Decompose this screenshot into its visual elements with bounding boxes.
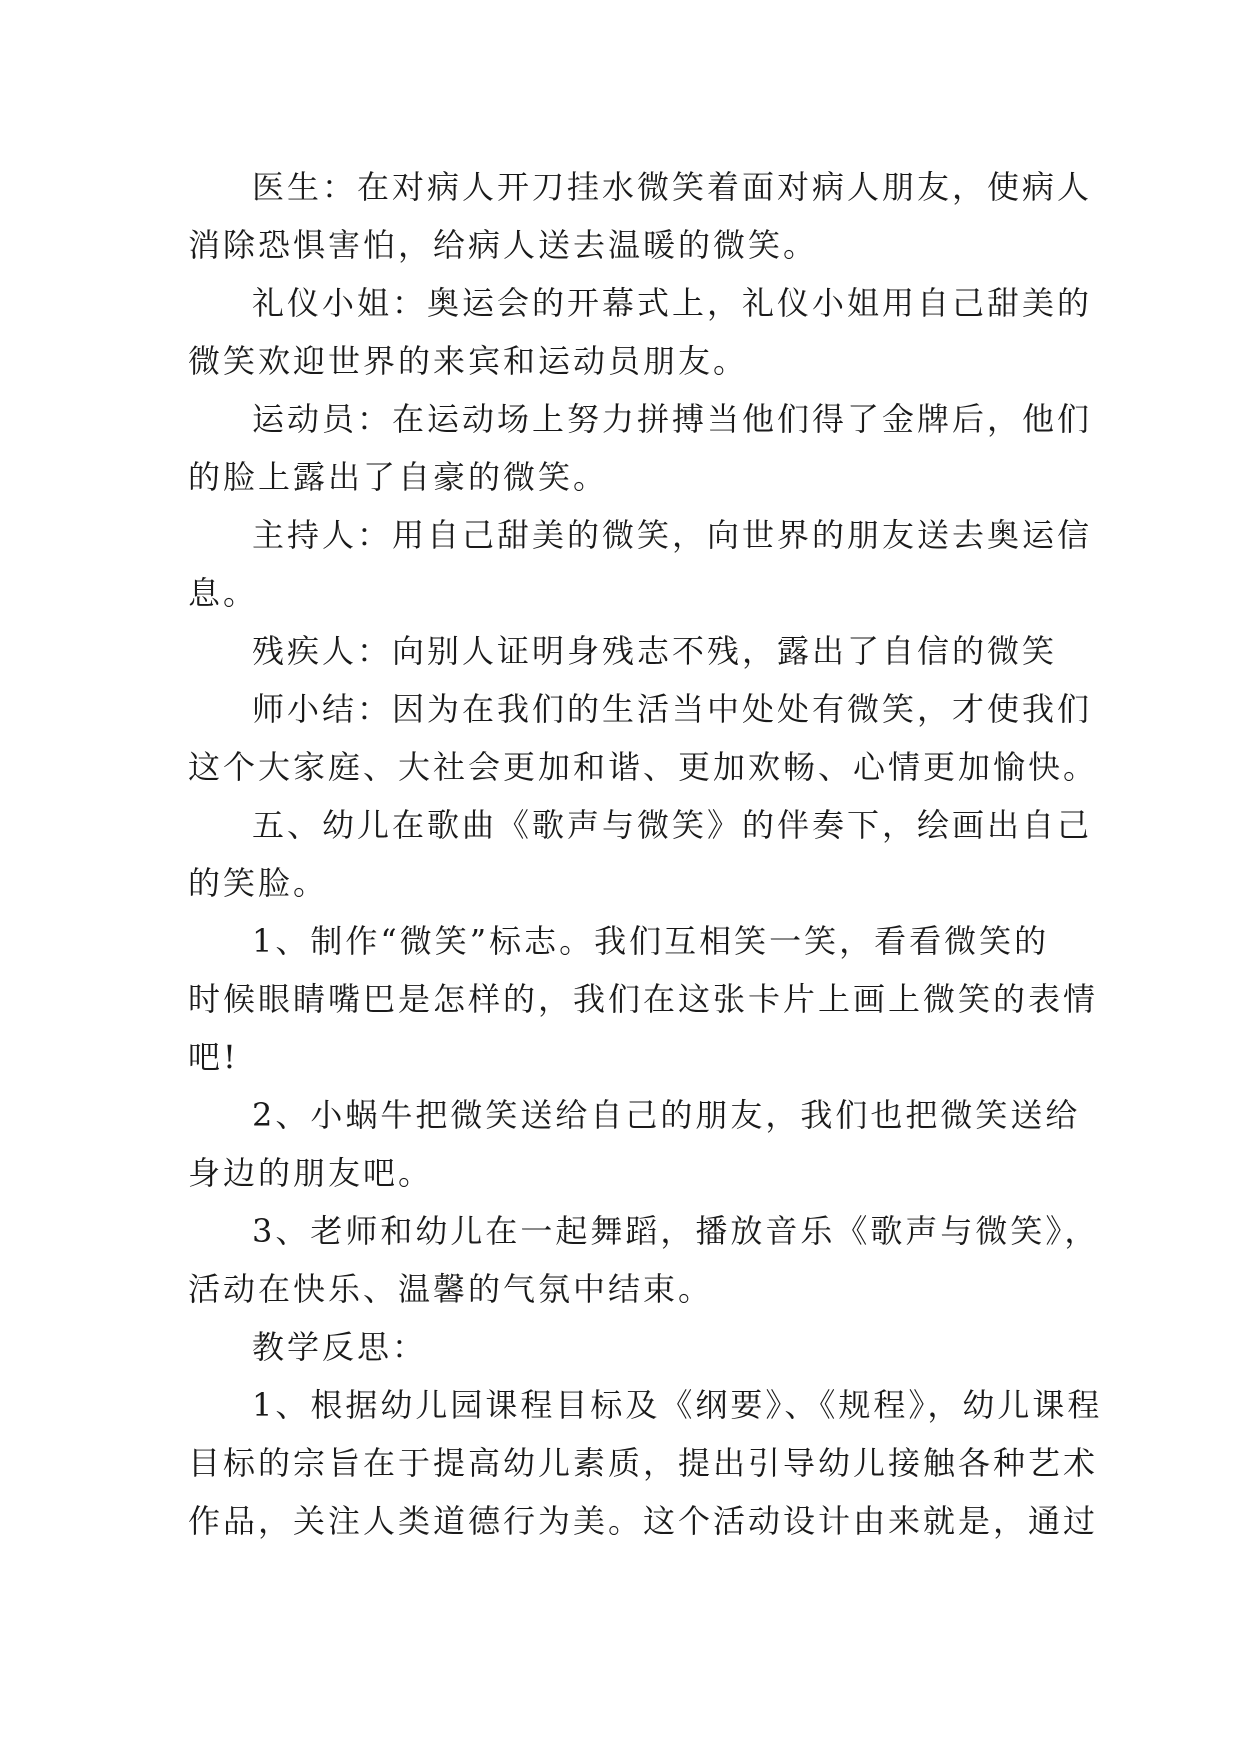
text-line: 残疾人：向别人证明身残志不残，露出了自信的微笑 <box>252 632 1058 670</box>
text-line: 活动在快乐、温馨的气氛中结束。 <box>188 1270 714 1308</box>
text-line: 微笑欢迎世界的来宾和运动员朋友。 <box>188 342 749 380</box>
text-line: 运动员：在运动场上努力拼搏当他们得了金牌后，他们 <box>252 400 1093 438</box>
text-line: 五、幼儿在歌曲《歌声与微笑》的伴奏下，绘画出自己 <box>252 806 1093 844</box>
text-line: 的笑脸。 <box>188 864 329 902</box>
text-line: 作品，关注人类道德行为美。这个活动设计由来就是，通过 <box>188 1502 1099 1540</box>
text-line: 消除恐惧害怕，给病人送去温暖的微笑。 <box>188 226 819 264</box>
text-line: 吧! <box>188 1038 239 1076</box>
text-line: 3、老师和幼儿在一起舞蹈，播放音乐《歌声与微笑》， <box>252 1212 1100 1250</box>
paragraph-step-1 <box>188 912 1099 1086</box>
paragraph-athlete <box>188 390 1093 506</box>
document-body <box>188 158 1103 1550</box>
text-line: 师小结：因为在我们的生活当中处处有微笑，才使我们 <box>252 690 1093 728</box>
text-line: 礼仪小姐：奥运会的开幕式上，礼仪小姐用自己甜美的 <box>252 284 1093 322</box>
paragraph-section-five <box>188 796 1093 912</box>
text-line: 主持人：用自己甜美的微笑，向世界的朋友送去奥运信 <box>252 516 1093 554</box>
text-line: 1、根据幼儿园课程目标及《纲要》、《规程》，幼儿课程 <box>252 1386 1103 1424</box>
paragraph-disabled-person <box>188 622 1068 680</box>
paragraph-teacher-summary <box>188 680 1099 796</box>
text-line: 2、小蜗牛把微笑送给自己的朋友，我们也把微笑送给 <box>252 1096 1081 1134</box>
paragraph-host <box>188 506 1093 622</box>
heading-teaching-reflection <box>188 1318 1068 1376</box>
text-line: 目标的宗旨在于提高幼儿素质，提出引导幼儿接触各种艺术 <box>188 1444 1099 1482</box>
text-line: 医生：在对病人开刀挂水微笑着面对病人朋友，使病人 <box>252 168 1093 206</box>
paragraph-reflection-1 <box>188 1376 1103 1550</box>
text-line: 息。 <box>188 574 259 612</box>
text-line: 这个大家庭、大社会更加和谐、更加欢畅、心情更加愉快。 <box>188 748 1099 786</box>
text-line: 的脸上露出了自豪的微笑。 <box>188 458 609 496</box>
paragraph-etiquette-lady <box>188 274 1093 390</box>
text-line: 时候眼睛嘴巴是怎样的，我们在这张卡片上画上微笑的表情 <box>188 980 1099 1018</box>
paragraph-step-2 <box>188 1086 1081 1202</box>
text-line: 教学反思： <box>252 1328 428 1366</box>
text-line: 1、制作“微笑”标志。我们互相笑一笑，看看微笑的 <box>252 922 1050 960</box>
paragraph-doctor <box>188 158 1093 274</box>
paragraph-step-3 <box>188 1202 1100 1318</box>
text-line: 身边的朋友吧。 <box>188 1154 434 1192</box>
